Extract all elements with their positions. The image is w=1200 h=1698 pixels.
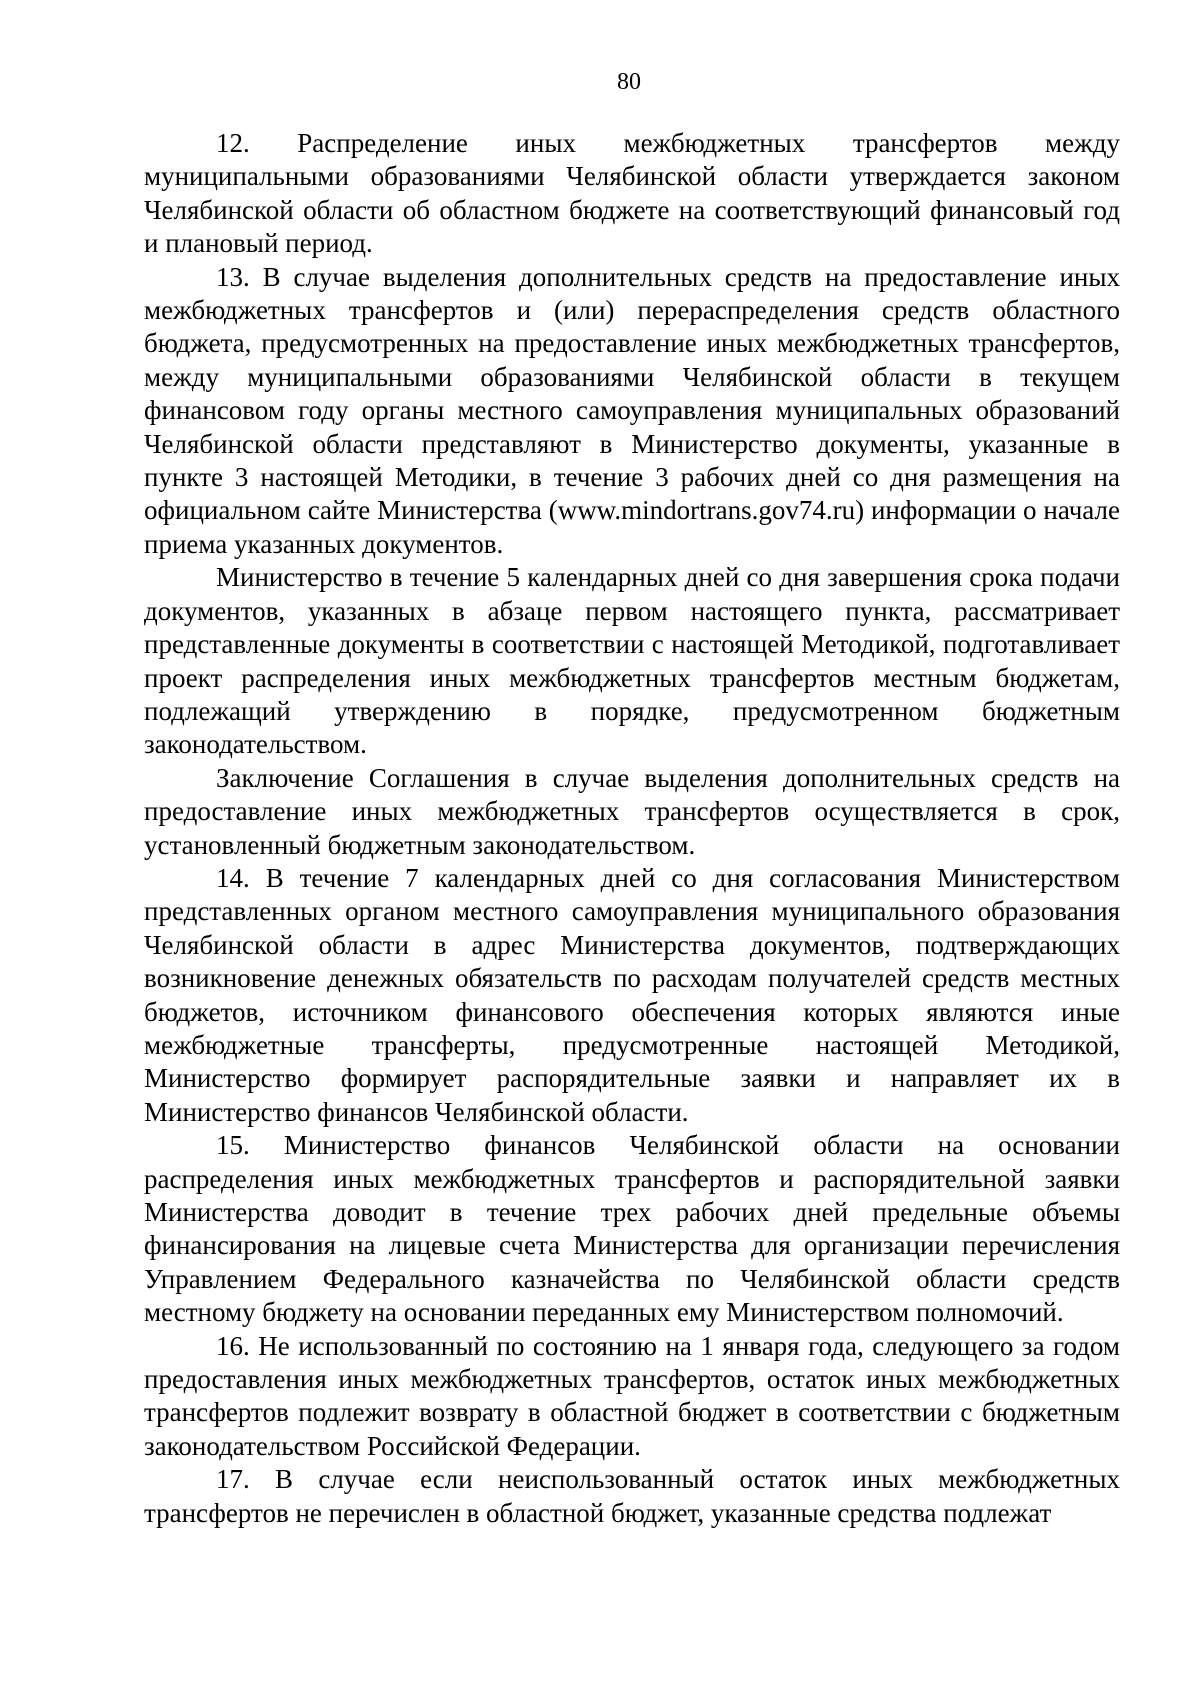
paragraph-item-14: 14. В течение 7 календарных дней со дня согласования Министерством представленных органом местного самоуправления муниципального образования Челябинской области в адрес Министерства документов, подтверждающих возникновение денежных обязательств по расходам получателей средств местных бюджетов, источником финансового обеспечения которых являются иные межбюджетные трансферты, предусмотренные настоящей Методикой, Министерство формирует распорядительные заявки и направляет их в Министерство финансов Челябинской области. — [144, 862, 1120, 1127]
document-body — [144, 127, 1120, 1530]
paragraph-item-13: 13. В случае выделения дополнительных средств на предоставление иных межбюджетных трансфертов и (или) перераспределения средств областного бюджета, предусмотренных на предоставление иных межбюджетных трансфертов, между муниципальными образованиями Челябинской области в текущем финансовом году органы местного самоуправления муниципальных образований Челябинской области представляют в Министерство документы, указанные в пункте 3 настоящей Методики, в течение 3 рабочих дней со дня размещения на официальном сайте Министерства (www.mindortrans.gov74.ru) информации о начале приема указанных документов. — [144, 261, 1120, 559]
page-number: 80 — [617, 69, 641, 95]
paragraph-item-13-second: Министерство в течение 5 календарных дней со дня завершения срока подачи документов, указанных в абзаце первом настоящего пункта, рассматривает представленные документы в соответствии с настоящей Методикой, подготавливает проект распределения иных межбюджетных трансфертов местным бюджетам, подлежащий утверждению в порядке, предусмотренном бюджетным законодательством. — [144, 562, 1120, 760]
paragraph-item-16: 16. Не использованный по состоянию на 1 января года, следующего за годом предоставления иных межбюджетных трансфертов, остаток иных межбюджетных трансфертов подлежит возврату в областной бюджет в соответствии с бюджетным законодательством Российской Федерации. — [144, 1330, 1120, 1461]
paragraph-item-12: 12. Распределение иных межбюджетных трансфертов между муниципальными образованиями Челябинской области утверждается законом Челябинской области об областном бюджете на соответствующий финансовый год и плановый период. — [144, 128, 1120, 259]
paragraph-item-13-third: Заключение Соглашения в случае выделения дополнительных средств на предоставление иных межбюджетных трансфертов осуществляется в срок, установленный бюджетным законодательством. — [144, 762, 1120, 860]
paragraph-item-15: 15. Министерство финансов Челябинской области на основании распределения иных межбюджетных трансфертов и распорядительной заявки Министерства доводит в течение трех рабочих дней предельные объемы финансирования на лицевые счета Министерства для организации перечисления Управлением Федерального казначейства по Челябинской области средств местному бюджету на основании переданных ему Министерством полномочий. — [144, 1130, 1120, 1328]
paragraph-item-17: 17. В случае если неиспользованный остаток иных межбюджетных трансфертов не перечислен в областной бюджет, указанные средства подлежат — [144, 1464, 1120, 1528]
